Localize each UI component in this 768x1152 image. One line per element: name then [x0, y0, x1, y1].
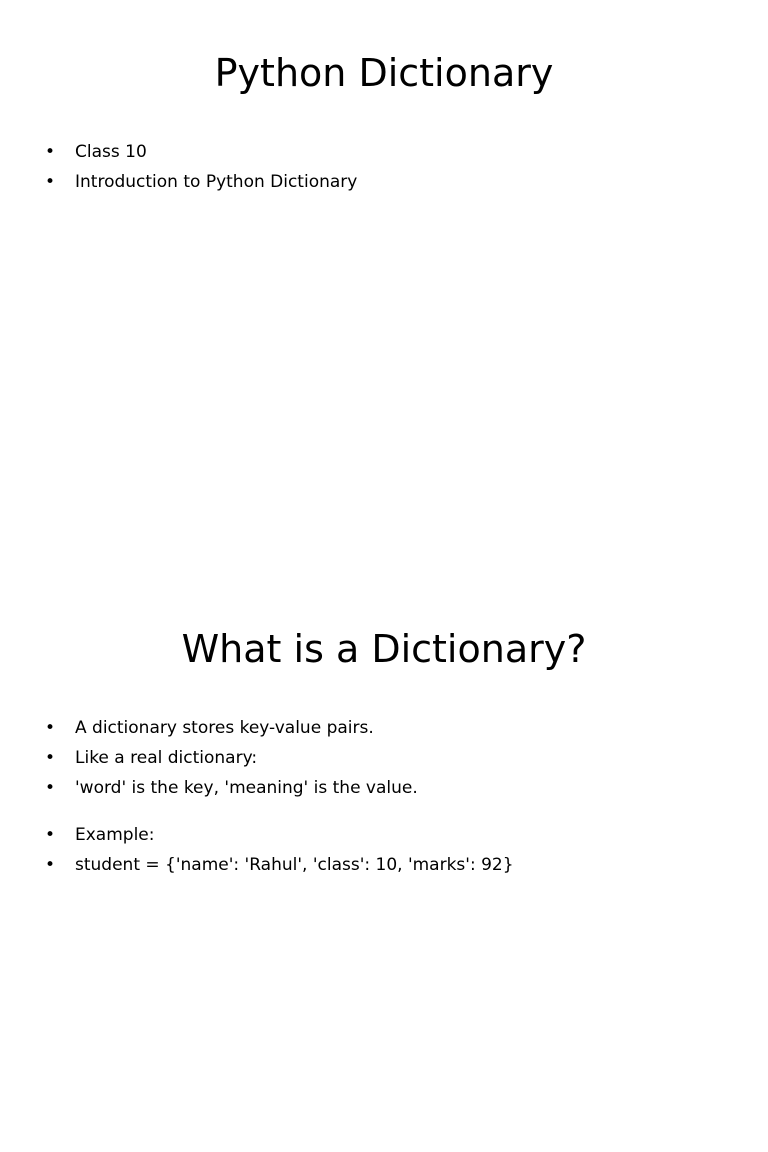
- slide-title: Python Dictionary: [214, 51, 554, 95]
- bullet-text: Class 10: [75, 142, 147, 162]
- bullet-text: A dictionary stores key-value pairs.: [75, 718, 374, 738]
- bullet-text: Example:: [75, 825, 155, 845]
- bullet-text: 'word' is the key, 'meaning' is the value.: [75, 778, 418, 798]
- bullet-icon: •: [45, 748, 56, 768]
- bullet-icon: •: [45, 855, 56, 875]
- slide-2: [0, 576, 768, 1152]
- bullet-text: Like a real dictionary:: [75, 748, 258, 768]
- bullet-icon: •: [45, 172, 56, 192]
- bullet-icon: •: [45, 825, 56, 845]
- bullet-text: student = {'name': 'Rahul', 'class': 10, 'marks': 92}: [75, 855, 514, 875]
- bullet-text: Introduction to Python Dictionary: [75, 172, 358, 192]
- slide-title: What is a Dictionary?: [181, 627, 587, 671]
- bullet-icon: •: [45, 142, 56, 162]
- bullet-icon: •: [45, 778, 56, 798]
- bullet-icon: •: [45, 718, 56, 738]
